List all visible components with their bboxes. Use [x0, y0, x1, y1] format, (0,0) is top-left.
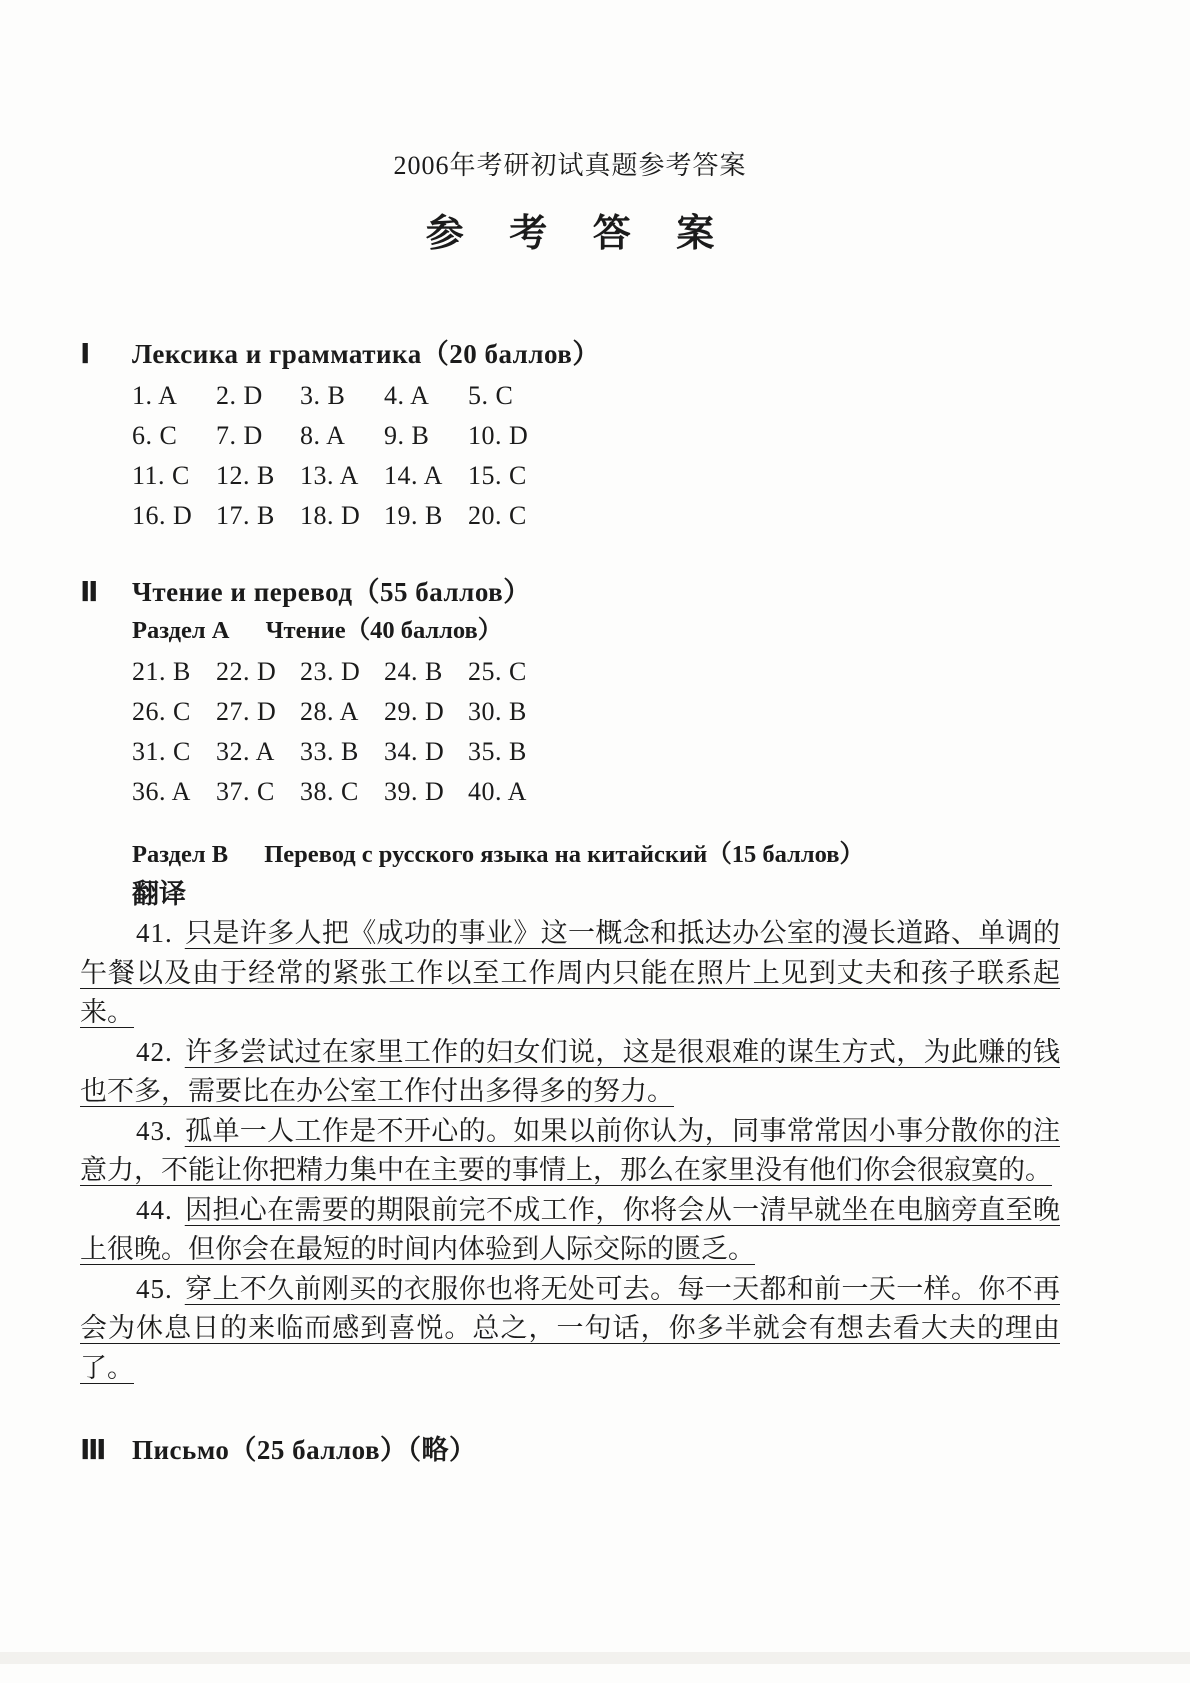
answer-cell: 36. A — [132, 777, 191, 806]
part-a-header — [132, 612, 1060, 650]
answer-row — [132, 732, 1060, 772]
main-heading: 参 考 答 案 — [425, 213, 733, 255]
answer-cell: 19. B — [384, 501, 443, 530]
part-b-header — [132, 836, 1060, 874]
answer-cell: 33. B — [300, 737, 359, 766]
answer-cell: 17. B — [216, 501, 275, 530]
part-a-label: Раздел A — [132, 617, 230, 644]
answer-row — [132, 652, 1060, 692]
answer-cell: 15. C — [468, 461, 527, 490]
translation-item-45 — [80, 1270, 1060, 1389]
answer-row — [132, 692, 1060, 732]
answer-cell: 9. B — [384, 421, 430, 450]
translation-item-42 — [80, 1033, 1060, 1112]
answer-row — [132, 376, 1060, 416]
answer-cell: 16. D — [132, 501, 193, 530]
answer-cell: 39. D — [384, 777, 445, 806]
section-reading-translation — [80, 572, 1060, 1388]
section-writing — [80, 1430, 1060, 1470]
answer-row — [132, 772, 1060, 812]
section-2-part-a — [132, 612, 1060, 812]
translation-item-text: 孤单一人工作是不开心的。如果以前你认为，同事常常因小事分散你的注意力，不能让你把精力集中在主要的事情上，那么在家里没有他们你会很寂寞的。 — [80, 1115, 1060, 1185]
translation-item-number: 42. — [136, 1036, 173, 1067]
answer-cell: 38. C — [300, 777, 359, 806]
answer-cell: 26. C — [132, 697, 191, 726]
translation-item-43 — [80, 1112, 1060, 1191]
section-3-numeral: Ⅲ — [80, 1433, 107, 1466]
answer-cell: 14. A — [384, 461, 443, 490]
translation-item-text: 穿上不久前刚买的衣服你也将无处可去。每一天都和前一天一样。你不再会为休息日的来临而感到喜悦。总之，一句话，你多半就会有想去看大夫的理由了。 — [80, 1273, 1060, 1383]
answer-cell: 35. B — [468, 737, 527, 766]
answer-row — [132, 496, 1060, 536]
answer-cell: 13. A — [300, 461, 359, 490]
section-3-header — [80, 1430, 1060, 1470]
answer-row — [132, 416, 1060, 456]
translation-item-41 — [80, 914, 1060, 1033]
answer-cell: 7. D — [216, 421, 263, 450]
part-b-title: Перевод с русского языка на китайский（15 баллов） — [264, 841, 864, 868]
translation-item-number: 43. — [136, 1115, 173, 1146]
translation-item-text: 只是许多人把《成功的事业》这一概念和抵达办公室的漫长道路、单调的午餐以及由于经常的紧张工作以至工作周内只能在照片上见到丈夫和孩子联系起来。 — [80, 918, 1060, 1027]
answer-cell: 29. D — [384, 697, 445, 726]
translation-items — [80, 914, 1060, 1388]
answer-cell: 4. A — [384, 381, 430, 410]
answer-cell: 3. B — [300, 381, 346, 410]
part-a-answers — [132, 652, 1060, 812]
part-a-title: Чтение（40 баллов） — [265, 617, 503, 644]
answer-cell: 8. A — [300, 421, 346, 450]
answer-cell: 27. D — [216, 697, 277, 726]
translation-item-text: 许多尝试过在家里工作的妇女们说，这是很艰难的谋生方式，为此赚的钱也不多，需要比在办公室工作付出多得多的努力。 — [80, 1036, 1060, 1106]
answer-cell: 11. C — [132, 461, 190, 490]
answer-cell: 40. A — [468, 777, 527, 806]
answer-cell: 10. D — [468, 421, 529, 450]
answer-cell: 23. D — [300, 657, 361, 686]
answer-cell: 30. B — [468, 697, 527, 726]
answer-cell: 31. C — [132, 737, 191, 766]
section-2-header — [80, 572, 1060, 612]
answer-cell: 37. C — [216, 777, 275, 806]
answer-cell: 34. D — [384, 737, 445, 766]
part-b-label: Раздел B — [132, 841, 229, 868]
answer-cell: 5. C — [468, 381, 514, 410]
section-2-numeral: Ⅱ — [80, 575, 99, 608]
translation-item-number: 41. — [136, 918, 173, 948]
answer-cell: 1. A — [132, 381, 178, 410]
translation-item-number: 44. — [136, 1194, 173, 1225]
answer-cell: 21. B — [132, 657, 191, 686]
translation-item-number: 45. — [136, 1273, 173, 1304]
answer-cell: 32. A — [216, 737, 275, 766]
section-1-header — [80, 334, 1060, 374]
section-1-title: Лексика и грамматика（20 баллов） — [132, 339, 600, 369]
answer-row — [132, 456, 1060, 496]
translation-subheading: 翻译 — [132, 879, 186, 909]
section-2-title: Чтение и перевод（55 баллов） — [132, 577, 531, 607]
section-1-numeral: Ⅰ — [80, 337, 91, 370]
answer-cell: 2. D — [216, 381, 263, 410]
answer-cell: 24. B — [384, 657, 443, 686]
section-lexis-grammar — [80, 334, 1060, 536]
document-title: 2006年考研初试真题参考答案 — [393, 151, 747, 180]
translation-item-44 — [80, 1191, 1060, 1270]
section-1-answers — [132, 376, 1060, 536]
answer-cell: 22. D — [216, 657, 277, 686]
answer-cell: 20. C — [468, 501, 527, 530]
section-2-part-b — [80, 836, 1060, 1388]
answer-cell: 25. C — [468, 657, 527, 686]
answer-cell: 6. C — [132, 421, 178, 450]
answer-cell: 18. D — [300, 501, 361, 530]
answer-cell: 28. A — [300, 697, 359, 726]
scan-artifact — [0, 1652, 1190, 1664]
translation-item-text: 因担心在需要的期限前完不成工作，你将会从一清早就坐在电脑旁直至晚上很晚。但你会在最短的时间内体验到人际交际的匮乏。 — [80, 1194, 1060, 1264]
section-3-title: Письмо（25 баллов）（略） — [132, 1435, 477, 1465]
answer-cell: 12. B — [216, 461, 275, 490]
